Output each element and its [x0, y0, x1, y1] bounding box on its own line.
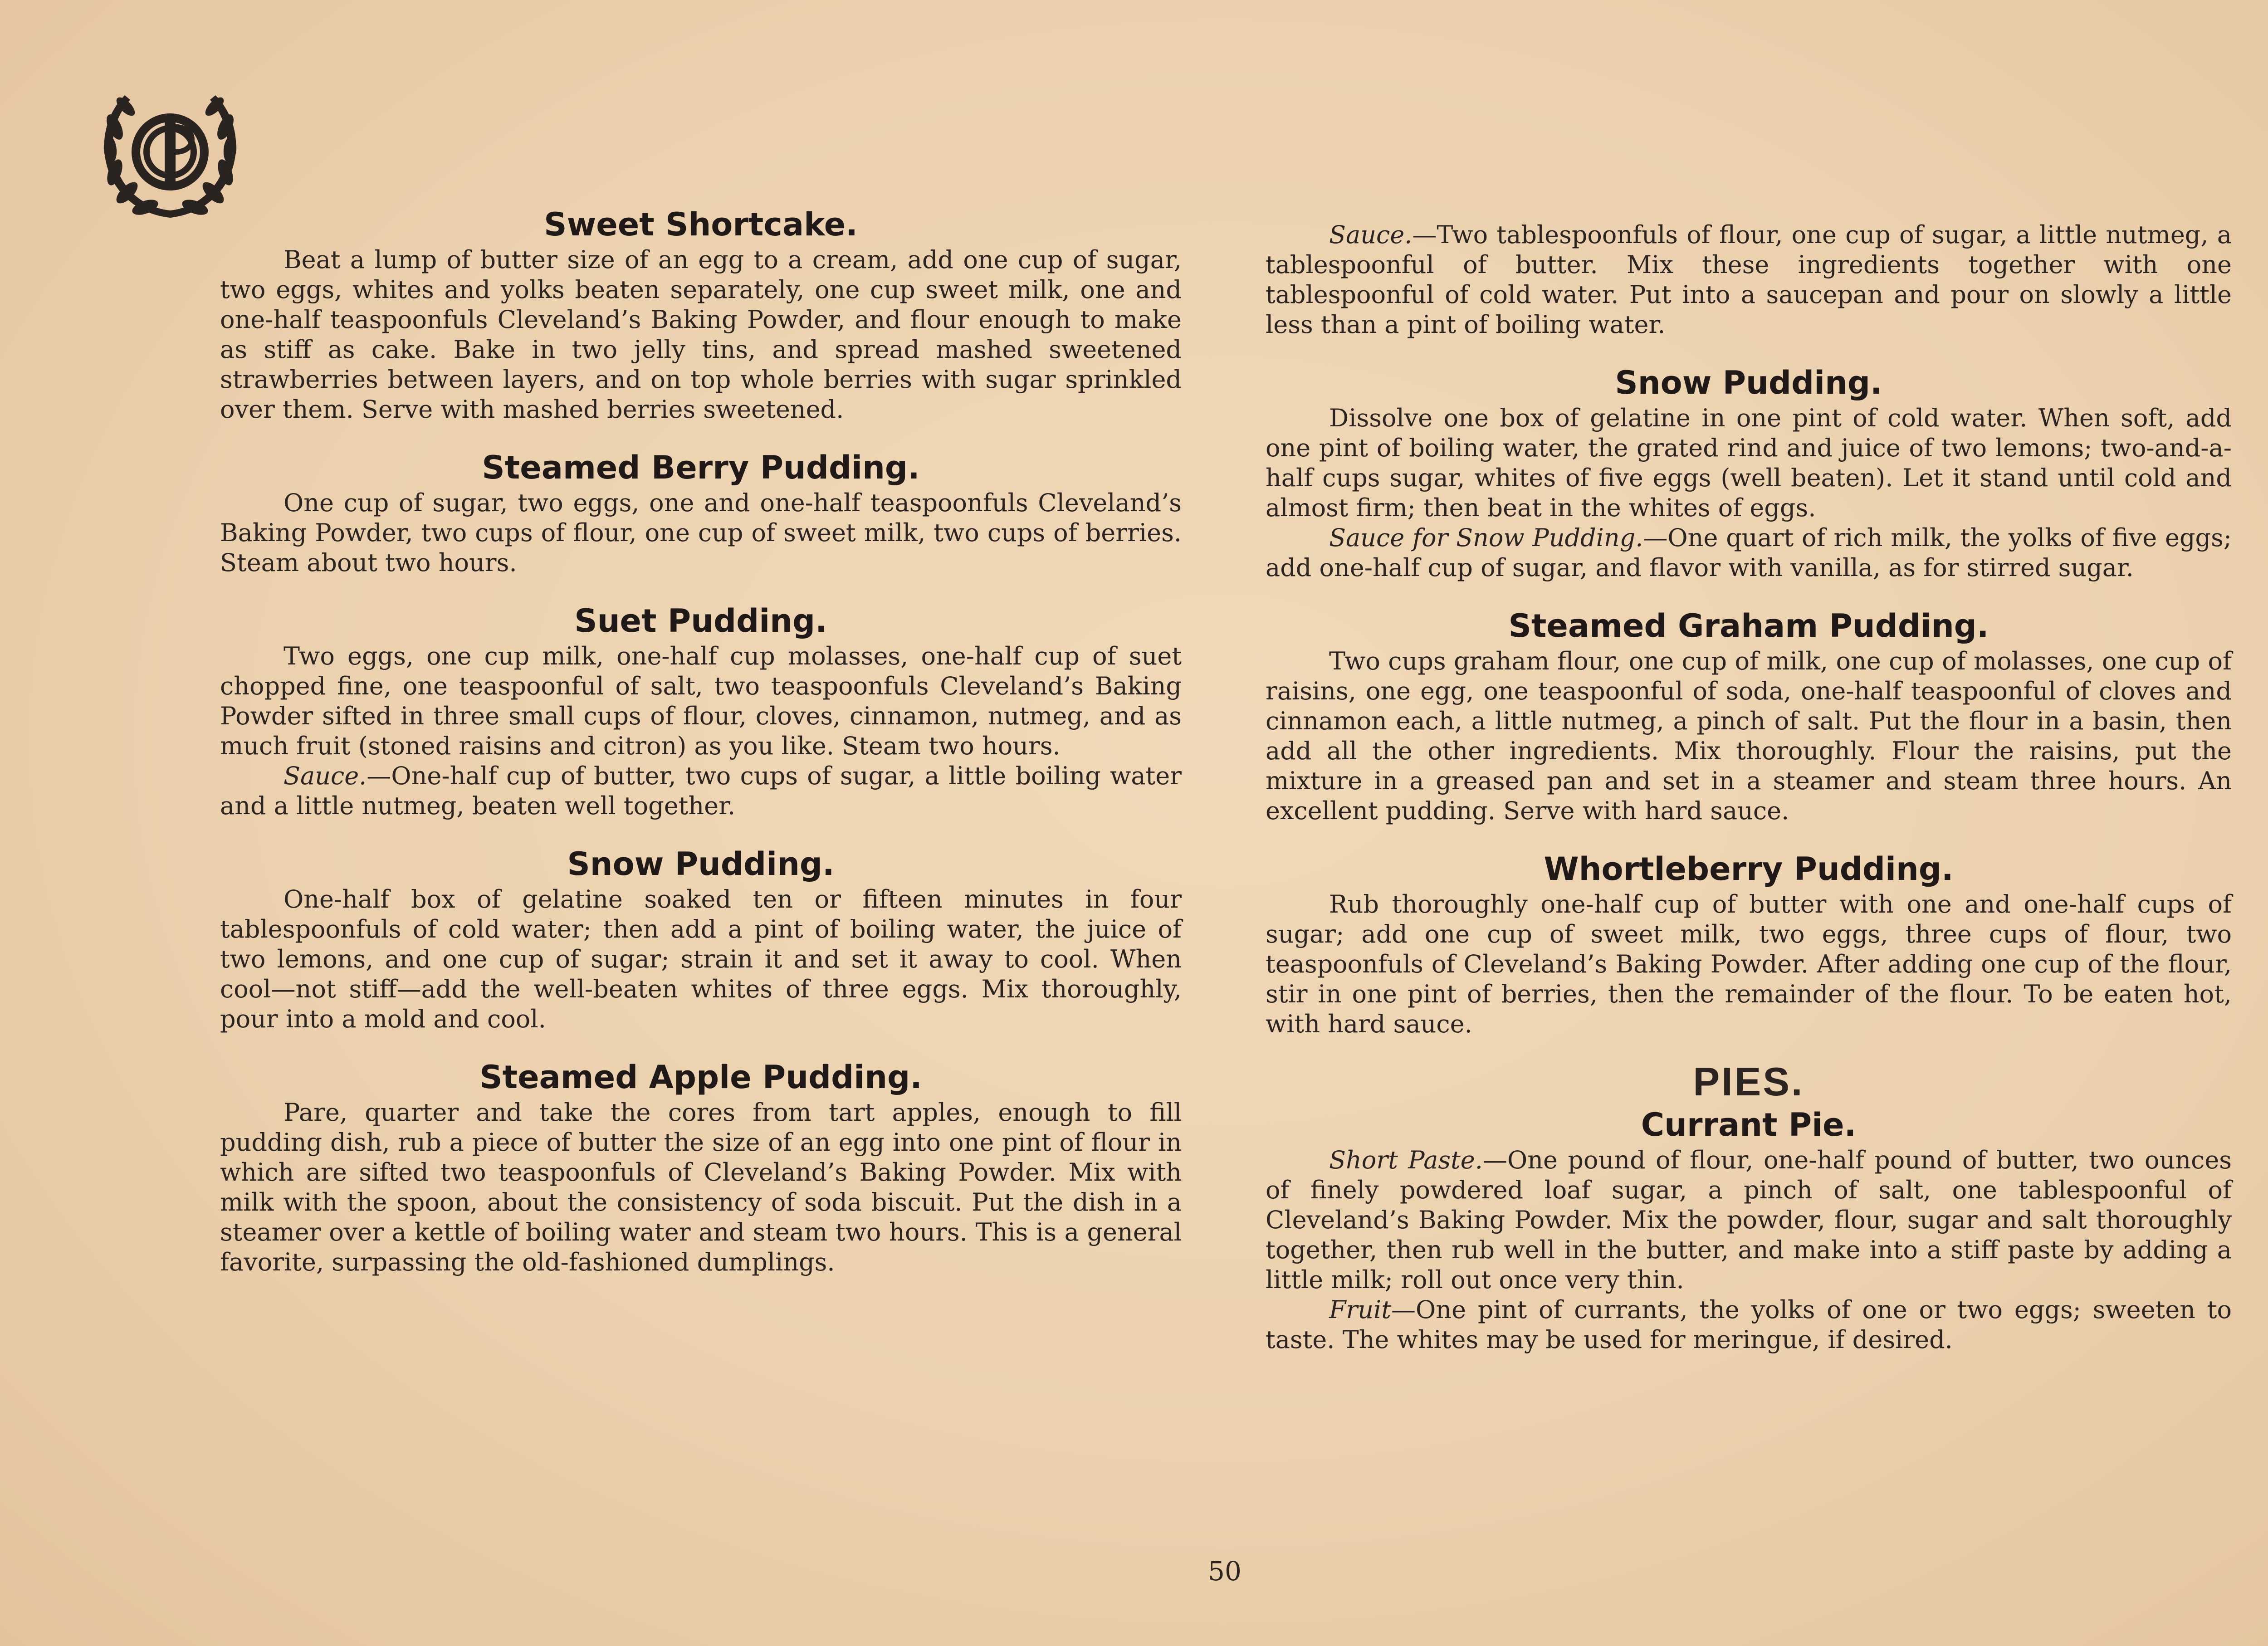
- paragraph-text: —Two tablespoonfuls of flour, one cup of sugar, a little nutmeg, a tablespoonful of butter. Mix these ingredients together with one tablespoonful of cold water. Put into a saucepan and pour on slowly a little less than a pint of boiling water.: [1266, 220, 2232, 339]
- recipe-title: Currant Pie.: [1641, 1106, 1857, 1143]
- recipe-paragraph: [1266, 1295, 2232, 1355]
- paragraph-lead: Sauce for Snow Pudding.: [1329, 523, 1643, 552]
- paragraph-lead: Fruit: [1329, 1295, 1392, 1324]
- paragraph-text: Two cups graham flour, one cup of milk, one cup of molasses, one cup of raisins, one egg, one teaspoonful of soda, one-half teaspoonful of cloves and cinnamon each, a little nutmeg, a pinch of salt. Put the flour in a basin, then add all the other ingredients. Mix thoroughly. Flour the raisins, put the mixture in a greased pan and set in a steamer and steam three hours. An excellent pudding. Serve with hard sauce.: [1266, 647, 2232, 825]
- paragraph-text: Beat a lump of butter size of an egg to a cream, add one cup of sugar, two eggs, whites and yolks beaten separately, one cup sweet milk, one and one-half teaspoonfuls Cleveland’s Baking Powder, and flour enough to make as stiff as cake. Bake in two jelly tins, and spread mashed sweetened strawberries between layers, and on top whole berries with sugar sprinkled over them. Serve with mashed berries sweetened.: [220, 245, 1182, 424]
- page-number: 50: [1208, 1556, 1242, 1587]
- recipe-title: Snow Pudding.: [1615, 364, 1882, 401]
- paragraph-text: —One pint of currants, the yolks of one or two eggs; sweeten to taste. The whites may be used for meringue, if desired.: [1266, 1295, 2232, 1354]
- recipe-paragraph: [220, 761, 1182, 821]
- left-column: [220, 204, 1182, 1277]
- paragraph-text: —One quart of rich milk, the yolks of five eggs; add one-half cup of sugar, and flavor with vanilla, as for stirred sugar.: [1266, 523, 2232, 582]
- recipe-paragraph: [220, 488, 1182, 578]
- wreath-monogram-logo: [93, 73, 247, 227]
- paragraph-lead: Sauce.: [284, 762, 367, 790]
- section-title: PIES.: [1693, 1059, 1804, 1104]
- paragraph-text: Pare, quarter and take the cores from tart apples, enough to fill pudding dish, rub a piece of butter the size of an egg into one pint of flour in which are sifted two teaspoonfuls of Cleveland’s Baking Powder. Mix with milk with the spoon, about the consistency of soda biscuit. Put the dish in a steamer over a kettle of boiling water and steam two hours. This is a general favorite, surpassing the old-fashioned dumplings.: [220, 1098, 1182, 1276]
- recipe-paragraph: [1266, 646, 2232, 826]
- recipe-paragraph: [1266, 220, 2232, 340]
- section-gap: [1266, 826, 2232, 849]
- recipe-paragraph: [220, 884, 1182, 1034]
- recipe-title: Steamed Apple Pudding.: [479, 1059, 922, 1096]
- section-gap: [220, 1034, 1182, 1057]
- recipe-paragraph: [1266, 523, 2232, 583]
- paragraph-lead: Sauce.: [1329, 220, 1413, 249]
- recipe-paragraph: [220, 245, 1182, 425]
- recipe-title: Steamed Berry Pudding.: [482, 449, 920, 486]
- section-gap: [220, 821, 1182, 844]
- recipe-paragraph: [1266, 889, 2232, 1039]
- paragraph-text: Rub thoroughly one-half cup of butter with one and one-half cups of sugar; add one cup of sweet milk, two eggs, three cups of flour, two teaspoonfuls of Cleveland’s Baking Powder. After adding one cup of the flour, stir in one pint of berries, then the remainder of the flour. To be eaten hot, with hard sauce.: [1266, 890, 2232, 1038]
- recipe-paragraph: [1266, 1145, 2232, 1295]
- paragraph-text: Two eggs, one cup milk, one-half cup molasses, one-half cup of suet chopped fine, one teaspoonful of salt, two teaspoonfuls Cleveland’s Baking Powder sifted in three small cups of flour, cloves, cinnamon, nutmeg, and as much fruit (stoned raisins and citron) as you like. Steam two hours.: [220, 642, 1182, 760]
- paragraph-text: One cup of sugar, two eggs, one and one-half teaspoonfuls Cleveland’s Baking Powder, two cups of flour, one cup of sweet milk, two cups of berries. Steam about two hours.: [220, 488, 1182, 577]
- section-gap: [220, 578, 1182, 601]
- paragraph-lead: Short Paste.: [1329, 1146, 1483, 1174]
- paragraph-text: Dissolve one box of gelatine in one pint of cold water. When soft, add one pint of boiling water, the grated rind and juice of two lemons; two-and-a-half cups sugar, whites of five eggs (well beaten). Let it stand until cold and almost firm; then beat in the whites of eggs.: [1266, 404, 2232, 522]
- recipe-title: Suet Pudding.: [574, 602, 827, 640]
- section-gap: [1266, 340, 2232, 362]
- recipe-paragraph: [220, 641, 1182, 761]
- recipe-title: Steamed Graham Pudding.: [1508, 607, 1989, 645]
- right-column: [1266, 220, 2232, 1355]
- paragraph-text: One-half box of gelatine soaked ten or fifteen minutes in four tablespoonfuls of cold water; then add a pint of boiling water, the juice of two lemons, and one cup of sugar; strain it and set it away to cool. When cool—not stiff—add the well-beaten whites of three eggs. Mix thoroughly, pour into a mold and cool.: [220, 885, 1182, 1033]
- section-gap: [220, 425, 1182, 447]
- recipe-title: Sweet Shortcake.: [544, 206, 858, 243]
- recipe-paragraph: [1266, 403, 2232, 523]
- recipe-title: Whortleberry Pudding.: [1544, 850, 1954, 888]
- paragraph-text: —One-half cup of butter, two cups of sugar, a little boiling water and a little nutmeg, beaten well together.: [220, 762, 1182, 820]
- recipe-title: Snow Pudding.: [567, 845, 835, 883]
- paragraph-text: —One pound of flour, one-half pound of butter, two ounces of finely powdered loaf sugar, a pinch of salt, one tablespoonful of Cleveland’s Baking Powder. Mix the powder, flour, sugar and salt thoroughly together, then rub well in the butter, and make into a stiff paste by adding a little milk; roll out once very thin.: [1266, 1146, 2232, 1294]
- section-gap: [1266, 583, 2232, 606]
- recipe-paragraph: [220, 1098, 1182, 1277]
